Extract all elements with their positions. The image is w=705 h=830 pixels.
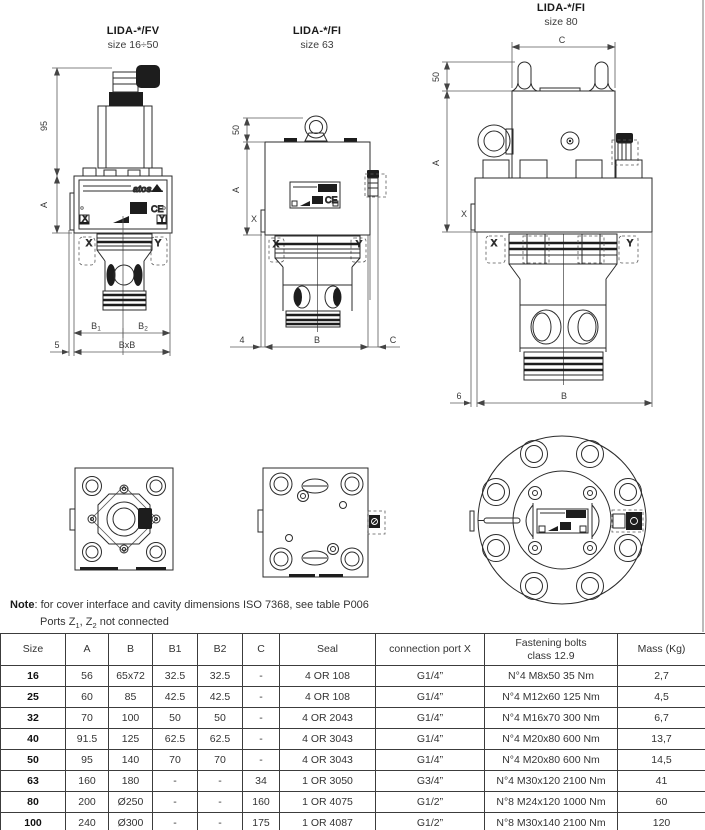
svg-text:A: A xyxy=(39,201,49,209)
cell: 120 xyxy=(618,813,705,830)
col-header-a: A xyxy=(66,634,109,666)
nameplate-fi63 xyxy=(290,182,340,208)
svg-text:Y: Y xyxy=(159,213,166,224)
nameplate-top-view xyxy=(537,509,588,533)
cell: - xyxy=(243,729,280,750)
cell: 200 xyxy=(66,792,109,813)
cell: - xyxy=(198,792,243,813)
cell: 70 xyxy=(198,750,243,771)
col-header-b: B xyxy=(109,634,153,666)
side-port-x-label: X xyxy=(251,214,258,224)
cell: - xyxy=(198,771,243,792)
model-title: LIDA-*/FI xyxy=(292,25,342,37)
svg-text:CE: CE xyxy=(325,195,338,205)
cell: 180 xyxy=(109,771,153,792)
cell: G1/2” xyxy=(376,813,485,830)
lifting-studs xyxy=(512,62,614,91)
cell: N°4 M8x50 35 Nm xyxy=(485,666,618,687)
cell: - xyxy=(198,813,243,830)
cell: G1/4” xyxy=(376,687,485,708)
model-title: LIDA-*/FV xyxy=(106,25,160,37)
note-line-2: Ports $Z_1$, $Z_2$ not connected xyxy=(40,615,169,630)
connector-top-view xyxy=(368,511,385,534)
cell-size: 25 xyxy=(1,687,66,708)
table-row xyxy=(1,708,705,729)
dims-bottom-fi63 xyxy=(230,335,400,350)
cell: 41 xyxy=(618,771,705,792)
cover-block-fv xyxy=(70,176,172,233)
cell: - xyxy=(243,687,280,708)
top-view-fv xyxy=(70,468,173,570)
cell: - xyxy=(153,771,198,792)
cell: 2,7 xyxy=(618,666,705,687)
cell-size: 100 xyxy=(1,813,66,830)
cell: 32.5 xyxy=(153,666,198,687)
model-size: size 80 xyxy=(544,16,578,28)
cell: 1 OR 3050 xyxy=(280,771,376,792)
cartridge-insert-fi63 xyxy=(269,236,366,332)
svg-text:4: 4 xyxy=(239,335,245,345)
cell: G1/4” xyxy=(376,666,485,687)
svg-text:C: C xyxy=(389,335,397,345)
dim-95 xyxy=(39,68,112,176)
cell: 56 xyxy=(66,666,109,687)
cell: Ø250 xyxy=(109,792,153,813)
cell: 175 xyxy=(243,813,280,830)
svg-text:6: 6 xyxy=(456,391,462,401)
model-size: size 63 xyxy=(300,39,334,51)
cell: - xyxy=(243,750,280,771)
cell: 50 xyxy=(198,708,243,729)
cell: N°4 M12x60 125 Nm xyxy=(485,687,618,708)
solenoid xyxy=(83,65,162,176)
cover-block-fi63 xyxy=(265,142,370,235)
cell: N°8 M30x140 2100 Nm xyxy=(485,813,618,830)
cell: 60 xyxy=(66,687,109,708)
svg-text:Y: Y xyxy=(356,239,363,249)
cell: 85 xyxy=(109,687,153,708)
cell: - xyxy=(243,708,280,729)
dim-a-fv xyxy=(39,176,72,233)
svg-text:atos: atos xyxy=(133,184,152,194)
note-line-1: Note: for cover interface and cavity dimensions ISO 7368, see table P006 xyxy=(10,599,369,611)
cell-size: 63 xyxy=(1,771,66,792)
cell: 4 OR 108 xyxy=(280,687,376,708)
model-title: LIDA-*/FI xyxy=(536,2,586,14)
cell-size: 80 xyxy=(1,792,66,813)
table-header-row xyxy=(1,634,705,666)
col-header-port: connection port X xyxy=(376,634,485,666)
svg-text:B: B xyxy=(313,335,321,345)
col-header-seal: Seal xyxy=(280,634,376,666)
cell: 42.5 xyxy=(153,687,198,708)
cell: 32.5 xyxy=(198,666,243,687)
svg-text:B: B xyxy=(560,391,568,401)
cell: 4 OR 108 xyxy=(280,666,376,687)
cell: 1 OR 4087 xyxy=(280,813,376,830)
cell: 160 xyxy=(66,771,109,792)
cell-size: 16 xyxy=(1,666,66,687)
svg-text:X: X xyxy=(82,213,89,224)
note-label: Note xyxy=(10,599,35,611)
cell: 4,5 xyxy=(618,687,705,708)
svg-text:X: X xyxy=(86,238,93,248)
cell: 42.5 xyxy=(198,687,243,708)
cell: 13,7 xyxy=(618,729,705,750)
note xyxy=(10,597,369,631)
cell: G1/4” xyxy=(376,750,485,771)
cell-size: 40 xyxy=(1,729,66,750)
svg-text:B2: B2 xyxy=(138,321,148,333)
table-row xyxy=(1,750,705,771)
col-header-mass: Mass (Kg) xyxy=(618,634,705,666)
cell: G3/4” xyxy=(376,771,485,792)
svg-text:A: A xyxy=(231,186,241,194)
col-header-b2: B2 xyxy=(198,634,243,666)
svg-text:BxB: BxB xyxy=(118,340,136,350)
connector-fi63 xyxy=(365,170,386,197)
cell: 4 OR 2043 xyxy=(280,708,376,729)
cell: 240 xyxy=(66,813,109,830)
col-header-b1: B1 xyxy=(153,634,198,666)
cell: 95 xyxy=(66,750,109,771)
col-header-c: C xyxy=(243,634,280,666)
table-row xyxy=(1,687,705,708)
connector-top-view xyxy=(612,510,643,532)
cell: - xyxy=(243,666,280,687)
top-view-fi80 xyxy=(470,436,646,604)
cell: 62.5 xyxy=(198,729,243,750)
svg-text:X: X xyxy=(273,239,280,249)
cell-size: 32 xyxy=(1,708,66,729)
cell: 70 xyxy=(66,708,109,729)
svg-text:5: 5 xyxy=(54,340,60,350)
cell: G1/4” xyxy=(376,708,485,729)
cell: 125 xyxy=(109,729,153,750)
dim-50-fi80 xyxy=(431,62,515,91)
cell: N°4 M16x70 300 Nm xyxy=(485,708,618,729)
cell: 65x72 xyxy=(109,666,153,687)
side-port-x-label: X xyxy=(461,209,468,219)
lifting-eyebolt xyxy=(284,116,357,142)
col-header-bolts: Fastening bolts class 12.9 xyxy=(485,634,618,666)
svg-text:B1: B1 xyxy=(91,321,101,333)
cell: 160 xyxy=(243,792,280,813)
cell: 1 OR 4075 xyxy=(280,792,376,813)
table-row xyxy=(1,729,705,750)
cell: 34 xyxy=(243,771,280,792)
svg-text:A: A xyxy=(431,159,441,167)
svg-text:50: 50 xyxy=(231,124,241,136)
table-row xyxy=(1,771,705,792)
cell: 4 OR 3043 xyxy=(280,729,376,750)
table-row xyxy=(1,813,705,830)
cell: 100 xyxy=(109,708,153,729)
cell: N°4 M30x120 2100 Nm xyxy=(485,771,618,792)
svg-text:Y: Y xyxy=(627,238,634,248)
cell: 91.5 xyxy=(66,729,109,750)
svg-text:X: X xyxy=(491,238,498,248)
dim-a-fi80 xyxy=(431,91,475,232)
col-header-size: Size xyxy=(1,634,66,666)
cartridge-insert-fi80 xyxy=(486,234,638,385)
dim-a-fi63 xyxy=(231,142,262,235)
cell: 60 xyxy=(618,792,705,813)
cell: 70 xyxy=(153,750,198,771)
drawing-lida-fi80-front xyxy=(431,35,652,407)
cell: Ø300 xyxy=(109,813,153,830)
cell: 14,5 xyxy=(618,750,705,771)
cell: 140 xyxy=(109,750,153,771)
drawing-lida-fv-front xyxy=(39,65,172,356)
svg-text:95: 95 xyxy=(39,120,49,132)
cell: 50 xyxy=(153,708,198,729)
dimensions-table xyxy=(0,633,705,830)
svg-text:C: C xyxy=(558,35,566,45)
cell: N°4 M20x80 600 Nm xyxy=(485,750,618,771)
cover-block-fi80 xyxy=(471,91,652,232)
cell: N°4 M20x80 600 Nm xyxy=(485,729,618,750)
model-size: size 16÷50 xyxy=(107,39,159,51)
cell: - xyxy=(153,792,198,813)
cell-size: 50 xyxy=(1,750,66,771)
dim-c-fi80 xyxy=(512,35,615,88)
top-view-fi63 xyxy=(258,468,385,577)
drawing-lida-fi63-front xyxy=(230,116,400,350)
cell: G1/4” xyxy=(376,729,485,750)
svg-text:CE: CE xyxy=(151,204,164,214)
svg-text:Y: Y xyxy=(155,238,162,248)
table-row xyxy=(1,666,705,687)
table-row xyxy=(1,792,705,813)
cell: - xyxy=(153,813,198,830)
svg-text:50: 50 xyxy=(431,71,441,83)
cell: 62.5 xyxy=(153,729,198,750)
cell: 4 OR 3043 xyxy=(280,750,376,771)
cell: 6,7 xyxy=(618,708,705,729)
cell: G1/2” xyxy=(376,792,485,813)
cell: N°8 M24x120 1000 Nm xyxy=(485,792,618,813)
